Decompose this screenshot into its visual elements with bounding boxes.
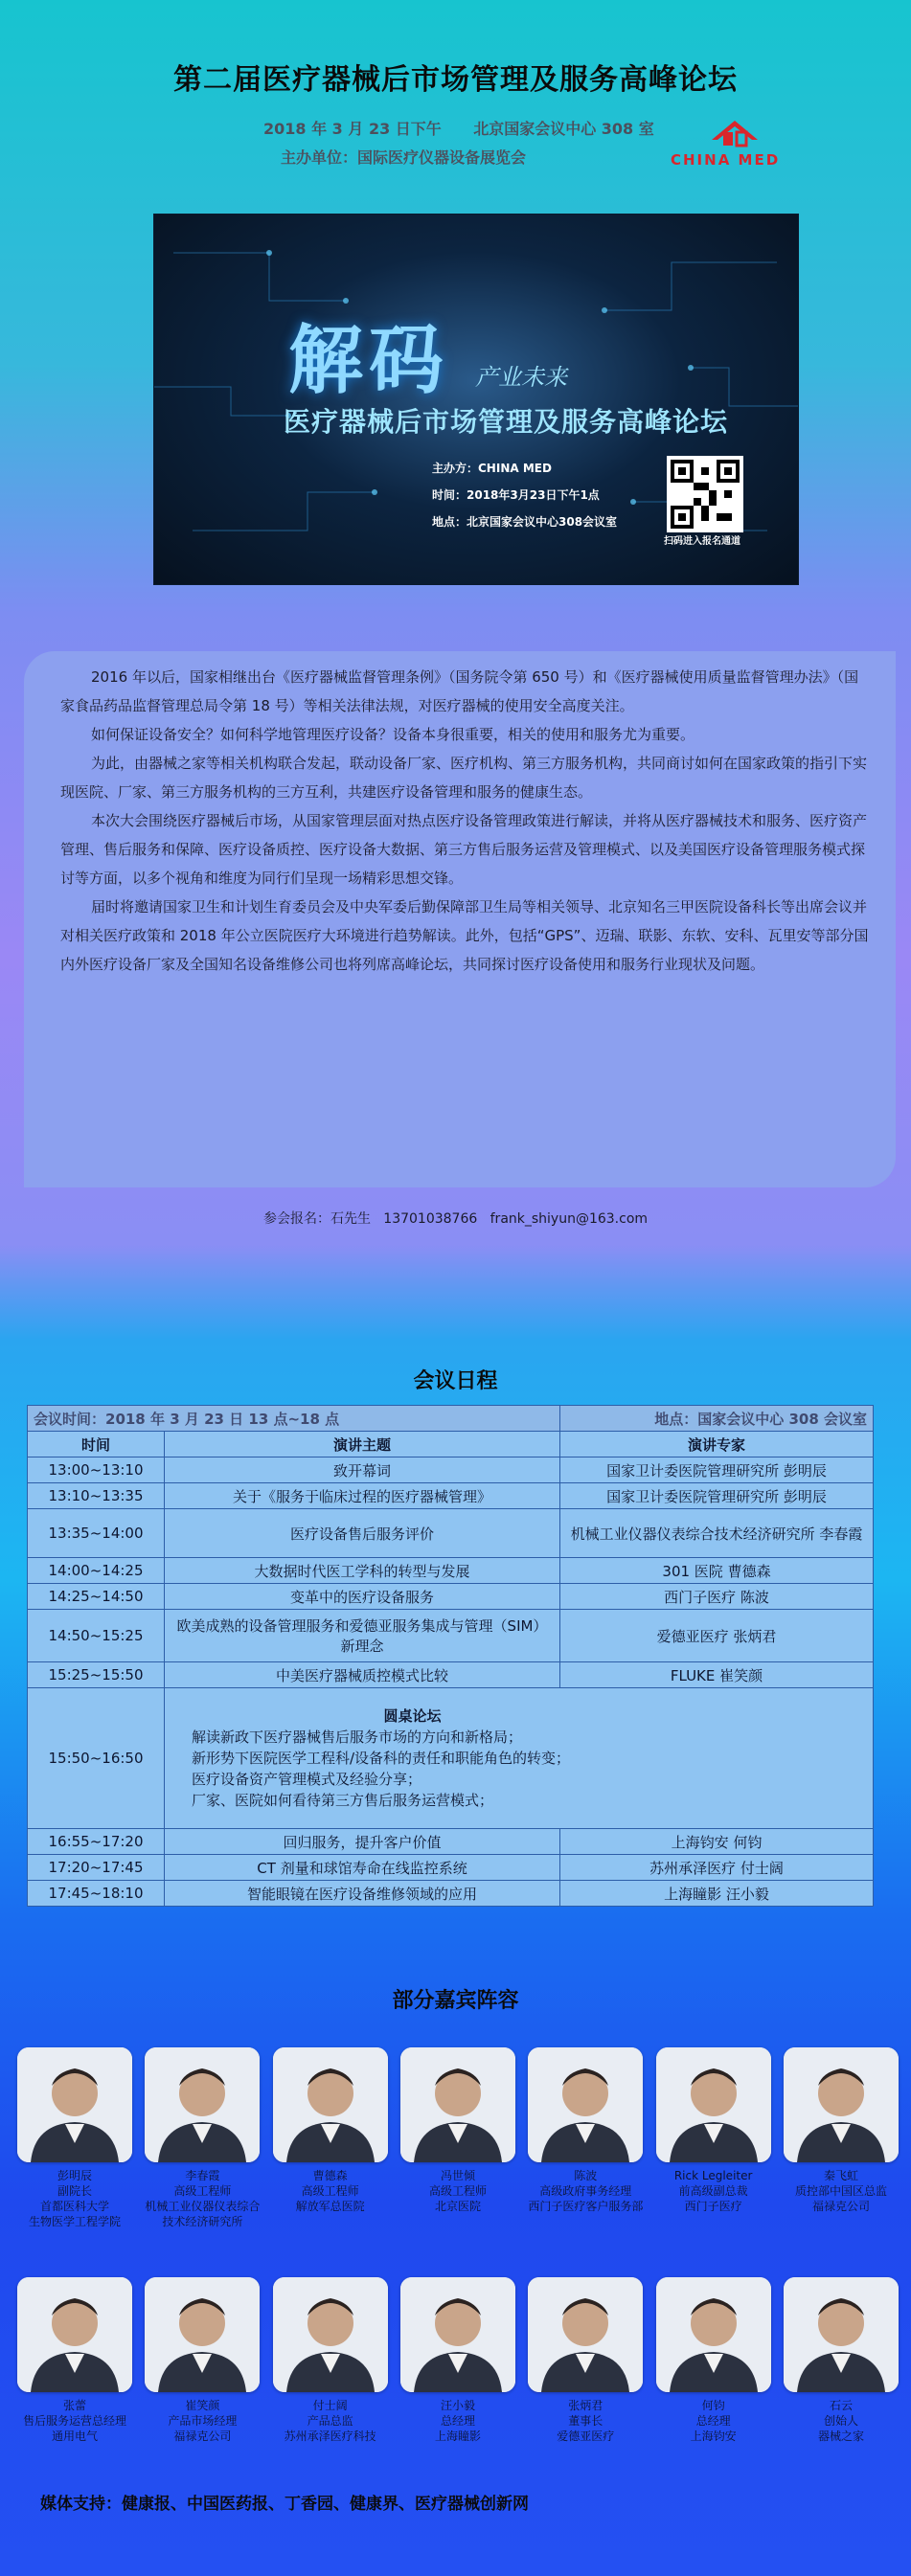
guest-card [273, 2047, 388, 2229]
schedule-header-row [28, 1432, 874, 1457]
row-topic: 关于《服务于临床过程的医疗器械管理》 [165, 1483, 560, 1509]
row-speaker: FLUKE 崔笑颜 [560, 1662, 874, 1688]
guest-title-line: 副院长 [57, 2184, 92, 2198]
guest-card [273, 2277, 388, 2444]
row-speaker: 301 医院 曹德森 [560, 1558, 874, 1584]
row-time: 16:55~17:20 [28, 1829, 165, 1855]
table-row [28, 1457, 874, 1483]
guest-name: 石云 [829, 2399, 853, 2412]
guest-card [528, 2277, 643, 2444]
schedule-title: 会议日程 [413, 1369, 498, 1393]
person-portrait-icon [784, 2277, 899, 2392]
guest-title-line: 器械之家 [817, 2429, 864, 2443]
guest-title-line: 高级工程师 [301, 2184, 359, 2198]
guest-title-line: 生物医学工程学院 [28, 2215, 121, 2228]
person-portrait-icon [17, 2047, 132, 2162]
row-topic: 医疗设备售后服务评价 [165, 1509, 560, 1558]
guest-name: 崔笑颜 [185, 2399, 220, 2412]
guest-name: 秦飞虹 [823, 2169, 858, 2182]
guest-title-line: 产品市场经理 [168, 2414, 238, 2428]
guest-title-line: 通用电气 [51, 2429, 98, 2443]
guest-card [784, 2277, 899, 2444]
person-portrait-icon [273, 2047, 388, 2162]
intro-paragraph: 为此，由器械之家等相关机构联合发起，联动设备厂家、医疗机构、第三方服务机构，共同商讨如何在国家政策的指引下实现医院、厂家、第三方服务机构的三方互利，共建医疗设备管理和服务的健康生态。 [60, 755, 868, 801]
guests-title: 部分嘉宾阵容 [392, 1989, 519, 2013]
round-table-content [165, 1688, 874, 1829]
row-time: 13:00~13:10 [28, 1457, 165, 1483]
guest-title-line: 总经理 [440, 2414, 475, 2428]
qr-caption: 扫码进入报名通道 [664, 536, 740, 547]
row-topic: 中美医疗器械质控模式比较 [165, 1662, 560, 1688]
guest-title-line: 解放军总医院 [295, 2200, 365, 2213]
schedule-meta-row [28, 1406, 874, 1432]
row-topic: 智能眼镜在医疗设备维修领域的应用 [165, 1881, 560, 1907]
banner-big-title: 解码 [288, 318, 450, 404]
schedule-table [27, 1405, 874, 1907]
guest-photo [656, 2277, 771, 2392]
banner-tagline: 产业未来 [475, 364, 567, 391]
guest-title-line: 西门子医疗客户服务部 [528, 2200, 644, 2213]
row-time: 15:50~16:50 [28, 1688, 165, 1829]
table-row [28, 1558, 874, 1584]
guest-photo [145, 2047, 260, 2162]
table-row [28, 1483, 874, 1509]
row-topic: CT 剂量和球馆寿命在线监控系统 [165, 1855, 560, 1881]
row-time: 17:45~18:10 [28, 1881, 165, 1907]
guest-title-line: 产品总监 [307, 2414, 353, 2428]
row-time: 14:25~14:50 [28, 1584, 165, 1610]
guest-name: 何钧 [701, 2399, 725, 2412]
col-topic: 演讲主题 [165, 1432, 560, 1457]
person-portrait-icon [784, 2047, 899, 2162]
guest-title-line: 董事长 [568, 2414, 604, 2428]
row-time: 15:25~15:50 [28, 1662, 165, 1688]
banner-place: 地点：北京国家会议中心308会议室 [432, 515, 618, 529]
china-med-logo [666, 115, 805, 172]
event-banner [153, 214, 799, 585]
table-row [28, 1584, 874, 1610]
round-table-item: 医疗设备资产管理模式及经验分享； [192, 1771, 422, 1788]
guest-photo [528, 2277, 643, 2392]
row-speaker: 上海瞳影 汪小毅 [560, 1881, 874, 1907]
guest-card [656, 2047, 771, 2229]
guest-title-line: 北京医院 [434, 2200, 481, 2213]
guest-photo [784, 2277, 899, 2392]
guest-title-line: 机械工业仪器仪表综合 [145, 2200, 261, 2213]
row-topic: 欧美成熟的设备管理服务和爱德亚服务集成与管理（SIM）新理念 [165, 1610, 560, 1662]
table-row [28, 1855, 874, 1881]
guest-title-line: 西门子医疗 [684, 2200, 742, 2213]
person-portrait-icon [656, 2047, 771, 2162]
guest-card [656, 2277, 771, 2444]
intro-paragraph: 如何保证设备安全？如何科学地管理医疗设备？设备本身很重要，相关的使用和服务尤为重要。 [91, 726, 695, 743]
person-portrait-icon [145, 2277, 260, 2392]
guest-photo [273, 2277, 388, 2392]
organizer: 主办单位：国际医疗仪器设备展览会 [281, 148, 527, 167]
guest-photo [400, 2277, 515, 2392]
guest-card [400, 2047, 515, 2229]
guest-title-line: 技术经济研究所 [162, 2215, 243, 2228]
guest-photo [145, 2277, 260, 2392]
guest-card [145, 2047, 260, 2229]
guest-name: 曹德森 [312, 2169, 348, 2182]
row-speaker: 上海钧安 何钧 [560, 1829, 874, 1855]
row-speaker: 国家卫计委医院管理研究所 彭明辰 [560, 1457, 874, 1483]
registration-contact: 参会报名：石先生 13701038766 frank_shiyun@163.com [262, 1211, 649, 1227]
guest-name: 张蕾 [62, 2399, 86, 2412]
guest-title-line: 质控部中国区总监 [794, 2184, 887, 2198]
guest-card [17, 2047, 132, 2229]
row-topic: 致开幕词 [165, 1457, 560, 1483]
guest-photo [656, 2047, 771, 2162]
guest-title-line: 高级政府事务经理 [539, 2184, 632, 2198]
guest-card [528, 2047, 643, 2229]
row-speaker: 苏州承泽医疗 付士阔 [560, 1855, 874, 1881]
round-table-item: 新形势下医院医学工程科/设备科的责任和职能角色的转变； [192, 1750, 571, 1767]
guest-title-line: 高级工程师 [173, 2184, 232, 2198]
col-speaker: 演讲专家 [560, 1432, 874, 1457]
meeting-time: 会议时间：2018 年 3 月 23 日 13 点~18 点 [28, 1406, 560, 1432]
guest-name: 付士阔 [312, 2399, 348, 2412]
guest-photo [528, 2047, 643, 2162]
intro-paragraph: 2016 年以后，国家相继出台《医疗器械监督管理条例》（国务院令第 650 号）和《医疗器械使用质量监督管理办法》（国家食品药品监督管理总局令第 18 号）等相关法律法规，对医疗器械的使用安全高度关注。 [60, 668, 859, 714]
event-date-place: 2018 年 3 月 23 日下午 北京国家会议中心 308 室 [263, 120, 654, 138]
guest-title-line: 苏州承泽医疗科技 [284, 2429, 376, 2443]
round-table-title: 圆桌论坛 [383, 1707, 442, 1725]
page-title: 第二届医疗器械后市场管理及服务高峰论坛 [173, 63, 738, 97]
guest-title-line: 爱德亚医疗 [557, 2429, 615, 2443]
row-speaker: 西门子医疗 陈波 [560, 1584, 874, 1610]
person-portrait-icon [400, 2047, 515, 2162]
guest-name: 汪小毅 [440, 2399, 475, 2412]
table-row [28, 1881, 874, 1907]
table-row [28, 1662, 874, 1688]
guest-title-line: 前高级副总裁 [678, 2184, 748, 2198]
guest-title-line: 福禄克公司 [811, 2200, 870, 2213]
table-row [28, 1509, 874, 1558]
guest-card [784, 2047, 899, 2229]
banner-subtitle: 医疗器械后市场管理及服务高峰论坛 [284, 406, 729, 438]
guest-row [17, 2047, 899, 2229]
logo-text: CHINA MED [671, 151, 781, 169]
intro-paragraph: 本次大会围绕医疗器械后市场，从国家管理层面对热点医疗设备管理政策进行解读，并将从医疗器械技术和服务、医疗资产管理、售后服务和保障、医疗设备质控、医疗设备大数据、第三方售后服务运营及管理模式、以及美国医疗设备管理服务模式探讨等方面，以多个视角和维度为同行们呈现一场精彩思想交锋。 [60, 812, 868, 887]
round-table-row [28, 1688, 874, 1829]
guest-title-line: 上海瞳影 [434, 2429, 481, 2443]
row-speaker: 机械工业仪器仪表综合技术经济研究所 李春霞 [560, 1509, 874, 1558]
table-row [28, 1610, 874, 1662]
person-portrait-icon [145, 2047, 260, 2162]
row-topic: 变革中的医疗设备服务 [165, 1584, 560, 1610]
row-time: 14:50~15:25 [28, 1610, 165, 1662]
row-time: 14:00~14:25 [28, 1558, 165, 1584]
guest-name: 陈波 [574, 2169, 598, 2182]
round-table-item: 厂家、医院如何看待第三方售后服务运营模式； [192, 1792, 494, 1809]
table-row [28, 1829, 874, 1855]
qr-code[interactable] [667, 456, 743, 532]
guest-photo [17, 2277, 132, 2392]
person-portrait-icon [528, 2047, 643, 2162]
row-speaker: 爱德亚医疗 张炳君 [560, 1610, 874, 1662]
guest-title-line: 总经理 [695, 2414, 731, 2428]
guest-card [17, 2277, 132, 2444]
qr-code-icon [671, 460, 740, 529]
guest-name: 彭明辰 [57, 2169, 92, 2182]
banner-time: 时间：2018年3月23日下午1点 [432, 488, 600, 502]
guest-title-line: 高级工程师 [428, 2184, 487, 2198]
guest-card [145, 2277, 260, 2444]
row-topic: 大数据时代医工学科的转型与发展 [165, 1558, 560, 1584]
guest-title-line: 上海钧安 [690, 2429, 737, 2443]
media-support: 媒体支持：健康报、中国医药报、丁香园、健康界、医疗器械创新网 [40, 2495, 529, 2514]
guest-card [400, 2277, 515, 2444]
person-portrait-icon [400, 2277, 515, 2392]
row-time: 13:35~14:00 [28, 1509, 165, 1558]
row-time: 17:20~17:45 [28, 1855, 165, 1881]
row-speaker: 国家卫计委医院管理研究所 彭明辰 [560, 1483, 874, 1509]
meeting-place: 地点：国家会议中心 308 会议室 [560, 1406, 874, 1432]
person-portrait-icon [656, 2277, 771, 2392]
guest-title-line: 首都医科大学 [39, 2200, 109, 2213]
person-portrait-icon [528, 2277, 643, 2392]
intro-paragraph: 届时将邀请国家卫生和计划生育委员会及中央军委后勤保障部卫生局等相关领导、北京知名三甲医院设备科长等出席会议并对相关医疗政策和 2018 年公立医院医疗大环境进行趋势解读。此外，包括“GPS”、迈瑞、联影、东软、安科、瓦里安等部分国内外医疗设备厂家及全国知名设备维修公司也将列席高峰论坛，共同探讨医疗设备使用和服务行业现状及问题。 [60, 898, 869, 973]
guest-name: 张炳君 [568, 2399, 604, 2412]
guest-name: 冯世倾 [440, 2169, 475, 2182]
banner-host: 主办方：CHINA MED [432, 462, 552, 475]
guest-title-line: 创始人 [823, 2414, 858, 2428]
guest-title-line: 福禄克公司 [173, 2429, 232, 2443]
round-table-item: 解读新政下医疗器械售后服务市场的方向和新格局； [192, 1729, 523, 1746]
guest-photo [400, 2047, 515, 2162]
guest-photo [273, 2047, 388, 2162]
intro-panel [24, 651, 896, 1187]
guest-photo [784, 2047, 899, 2162]
guest-title-line: 售后服务运营总经理 [22, 2414, 126, 2428]
person-portrait-icon [17, 2277, 132, 2392]
row-topic: 回归服务，提升客户价值 [165, 1829, 560, 1855]
col-time: 时间 [28, 1432, 165, 1457]
person-portrait-icon [273, 2277, 388, 2392]
guest-photo [17, 2047, 132, 2162]
guest-name: 李春霞 [185, 2169, 220, 2182]
row-time: 13:10~13:35 [28, 1483, 165, 1509]
guest-row [17, 2277, 899, 2444]
guest-name: Rick Legleiter [673, 2169, 753, 2182]
